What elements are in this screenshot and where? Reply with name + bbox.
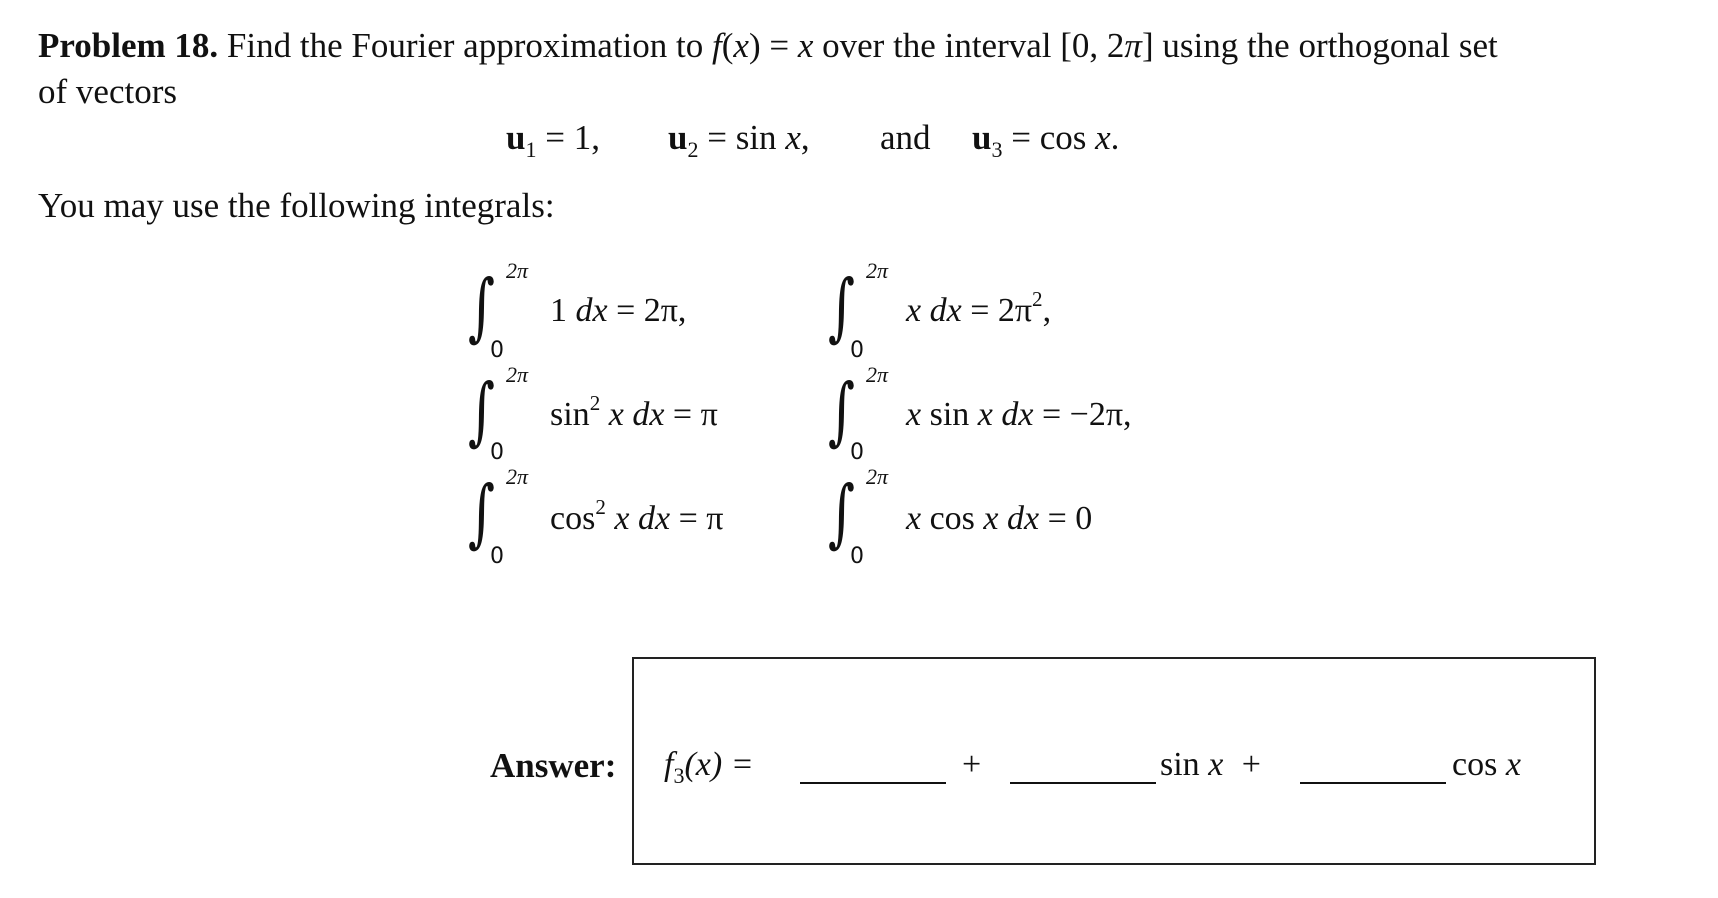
u2-name: u xyxy=(668,118,688,157)
i3-rhs: = π xyxy=(672,396,718,433)
answer-f-arg: (x) = xyxy=(684,746,754,783)
i2-x: x xyxy=(906,292,922,329)
u1-name: u xyxy=(506,118,526,157)
integral-body-1 xyxy=(550,292,686,330)
problem-text-c: using the orthogonal set xyxy=(1162,26,1498,65)
u1-sub: 1 xyxy=(525,137,537,162)
problem-text-a: Find the Fourier approximation to xyxy=(226,26,704,65)
answer-cos xyxy=(1452,746,1521,784)
integral-lower-1: 0 xyxy=(490,338,504,363)
i4-x: x xyxy=(906,396,922,433)
u3-name: u xyxy=(972,118,992,157)
integral-sign-5: ∫ xyxy=(468,470,495,556)
i5-dx: dx xyxy=(637,500,671,537)
integral-body-6 xyxy=(906,500,1092,538)
i2-comma: , xyxy=(1042,292,1052,329)
integral-body-3 xyxy=(550,390,718,434)
i5-cos: cos xyxy=(550,500,596,537)
answer-cos-text: cos xyxy=(1452,746,1498,783)
integral-upper-5: 2π xyxy=(506,464,529,489)
answer-plus-2: + xyxy=(1241,746,1261,783)
i6-x2: x xyxy=(983,500,999,537)
interval-right: ] xyxy=(1141,26,1154,65)
integral-upper-3: 2π xyxy=(506,362,529,387)
i1-rhs: = 2π, xyxy=(616,292,687,329)
i3-dx: dx xyxy=(632,396,665,433)
u3-vector xyxy=(972,118,1119,163)
u3-period: . xyxy=(1110,118,1120,157)
integral-sign-1: ∫ xyxy=(468,264,495,350)
answer-expression xyxy=(664,746,754,789)
x-rhs: x xyxy=(797,26,814,65)
integral-sign-6: ∫ xyxy=(828,470,855,556)
i2-dx: dx xyxy=(929,292,962,329)
answer-sin xyxy=(1160,746,1261,784)
problem-line-1 xyxy=(38,26,1498,66)
integral-lower-2: 0 xyxy=(850,338,864,363)
integral-lower-4: 0 xyxy=(850,440,864,465)
integral-body-5 xyxy=(550,494,724,538)
answer-label: Answer: xyxy=(490,746,617,785)
answer-f: f xyxy=(664,746,674,783)
u3-var: x xyxy=(1095,118,1111,157)
problem-label: Problem 18. xyxy=(38,26,219,65)
i5-x: x xyxy=(614,500,630,537)
paren-open: ( xyxy=(721,26,734,65)
u2-sub: 2 xyxy=(687,137,699,162)
i2-rhs: = 2π xyxy=(970,292,1033,329)
integral-body-2 xyxy=(906,286,1052,330)
u2-comma: , xyxy=(800,118,810,157)
answer-cos-x: x xyxy=(1505,746,1521,783)
i6-rhs: = 0 xyxy=(1047,500,1093,537)
x-symbol: x xyxy=(733,26,749,65)
u3-sub: 3 xyxy=(991,137,1003,162)
u1-vector xyxy=(506,118,600,163)
u1-rhs: = 1, xyxy=(545,118,600,157)
i6-dx: dx xyxy=(1007,500,1040,537)
u3-cos: cos xyxy=(1039,118,1087,157)
i2-sup: 2 xyxy=(1032,286,1043,311)
integrals-intro: You may use the following integrals: xyxy=(38,186,555,225)
interval-left: [0, 2 xyxy=(1060,26,1125,65)
u2-vector xyxy=(668,118,810,163)
integral-upper-2: 2π xyxy=(866,258,889,283)
u2-var: x xyxy=(785,118,801,157)
integral-lower-6: 0 xyxy=(850,544,864,569)
and-word: and xyxy=(880,118,931,157)
integral-upper-1: 2π xyxy=(506,258,529,283)
problem-line-2: of vectors xyxy=(38,72,177,111)
u2-eq: = sin xyxy=(707,118,777,157)
answer-f-sub: 3 xyxy=(673,762,685,788)
i5-sup: 2 xyxy=(595,494,606,519)
i3-sup: 2 xyxy=(589,390,601,415)
integral-lower-5: 0 xyxy=(490,544,504,569)
paren-close: ) xyxy=(748,26,761,65)
integral-sign-2: ∫ xyxy=(828,264,855,350)
i6-x: x xyxy=(906,500,922,537)
u3-eq: = xyxy=(1011,118,1031,157)
answer-plus-1: + xyxy=(962,746,982,783)
i4-x2: x xyxy=(977,396,993,433)
answer-blank-1[interactable] xyxy=(800,782,946,784)
integral-sign-4: ∫ xyxy=(828,368,855,454)
interval-pi: π xyxy=(1124,26,1142,65)
i3-sin: sin xyxy=(550,396,590,433)
equals-sign: = xyxy=(769,26,790,65)
i1-dx: dx xyxy=(575,292,608,329)
i4-rhs: = −2π, xyxy=(1041,396,1132,433)
integral-upper-6: 2π xyxy=(866,464,889,489)
answer-blank-2[interactable] xyxy=(1010,782,1156,784)
problem-text-b: over the interval xyxy=(822,26,1052,65)
integral-upper-4: 2π xyxy=(866,362,889,387)
answer-blank-3[interactable] xyxy=(1300,782,1446,784)
integral-body-4 xyxy=(906,396,1131,434)
i6-cos: cos xyxy=(929,500,975,537)
i1-one: 1 xyxy=(550,292,567,329)
integral-lower-3: 0 xyxy=(490,440,504,465)
i5-rhs: = π xyxy=(678,500,724,537)
i4-dx: dx xyxy=(1001,396,1034,433)
answer-sin-x: x xyxy=(1208,746,1224,783)
i3-x: x xyxy=(608,396,624,433)
integral-sign-3: ∫ xyxy=(468,368,495,454)
i4-sin: sin xyxy=(929,396,970,433)
answer-sin-text: sin xyxy=(1160,746,1200,783)
fx-symbol: f xyxy=(712,26,722,65)
